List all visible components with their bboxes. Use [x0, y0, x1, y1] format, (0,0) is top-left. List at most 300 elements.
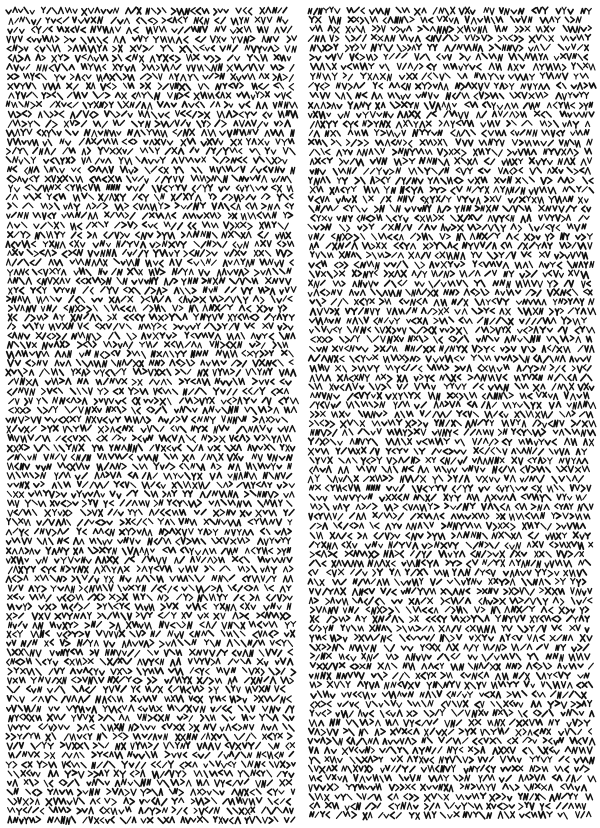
right-column-mark [309, 196, 313, 201]
left-column-mark [192, 342, 197, 347]
left-column-mark [210, 641, 214, 647]
right-column-mark [418, 208, 421, 211]
left-column-mark [254, 250, 257, 256]
left-column-mark [44, 724, 48, 729]
left-column-mark [32, 241, 36, 246]
right-column-mark [553, 206, 557, 211]
right-column-mark [310, 187, 315, 193]
left-column-mark [58, 482, 62, 488]
left-column-mark [210, 715, 215, 720]
right-column-mark [412, 207, 416, 212]
right-column-mark [385, 281, 390, 287]
left-column-mark [202, 557, 206, 562]
left-column-mark [67, 213, 73, 218]
right-column-mark [492, 103, 496, 110]
left-column-mark [137, 45, 141, 50]
left-column-mark [30, 715, 34, 721]
left-column-mark [286, 538, 290, 544]
right-column-mark [575, 141, 580, 148]
left-column-mark [83, 658, 87, 664]
left-column-mark [130, 102, 134, 107]
left-column-mark [55, 75, 60, 81]
left-column-mark [36, 352, 40, 358]
left-column-mark [65, 407, 70, 414]
left-column-mark [266, 269, 270, 275]
left-column-mark [69, 203, 73, 209]
left-column-mark [104, 752, 108, 757]
left-column-mark [70, 659, 74, 665]
left-column-mark [139, 279, 143, 284]
left-column-mark [71, 232, 75, 238]
right-column-mark [407, 73, 412, 79]
left-column-mark [245, 548, 249, 553]
left-column-mark [273, 269, 278, 274]
left-column-mark [181, 548, 184, 553]
right-column-mark [461, 83, 465, 89]
left-column-mark [285, 818, 289, 823]
right-column-mark [546, 234, 550, 240]
left-column-mark [145, 548, 149, 554]
right-column-mark [553, 102, 557, 108]
right-column-mark [427, 64, 431, 70]
left-column-mark [33, 213, 40, 218]
right-column-mark [360, 102, 365, 107]
right-column-mark [563, 123, 567, 127]
left-column-mark [136, 612, 139, 617]
right-column-mark [402, 131, 406, 136]
right-column-mark [399, 148, 404, 153]
left-column-mark [264, 623, 268, 626]
right-column-mark [581, 28, 586, 32]
left-column-mark [88, 103, 93, 108]
left-column-mark [37, 297, 43, 304]
left-column-mark [231, 158, 236, 163]
left-column-mark [176, 771, 181, 777]
left-column-mark [161, 465, 165, 469]
left-column-mark [116, 401, 121, 404]
left-column-mark [251, 770, 256, 775]
left-column-mark [198, 696, 203, 702]
right-column-mark [326, 243, 331, 248]
left-column-mark [162, 799, 167, 806]
right-column-mark [465, 26, 471, 32]
left-column-mark [133, 734, 140, 739]
right-column-mark [395, 271, 400, 277]
left-column-mark [219, 425, 224, 430]
left-column-mark [231, 287, 236, 292]
left-column-mark [88, 510, 91, 515]
left-column-mark [7, 687, 12, 693]
right-column-mark [534, 327, 538, 334]
left-column-mark [95, 472, 99, 478]
left-column-mark [211, 463, 215, 468]
left-column-mark [167, 436, 170, 442]
right-column-mark [329, 16, 335, 23]
left-column-mark [185, 398, 192, 403]
right-column-mark [403, 46, 407, 52]
left-column-mark [100, 102, 104, 107]
left-column-mark [70, 121, 74, 126]
left-column-mark [223, 706, 227, 712]
left-column-mark [273, 725, 278, 730]
right-column-mark [579, 197, 583, 203]
right-column-mark [443, 206, 447, 212]
left-column-mark [276, 250, 280, 256]
left-column-mark [208, 743, 213, 749]
left-column-mark [276, 419, 280, 423]
left-column-mark [172, 213, 176, 218]
left-column-mark [247, 288, 252, 294]
right-column-mark [585, 93, 589, 99]
left-column-mark [153, 686, 157, 692]
left-column-mark [67, 501, 71, 507]
left-column-mark [283, 8, 287, 13]
right-column-mark [418, 318, 422, 323]
right-column-mark [348, 102, 352, 108]
left-column-mark [129, 314, 133, 320]
left-column-mark [110, 131, 116, 136]
left-column-mark [36, 560, 41, 564]
left-column-mark [194, 397, 199, 404]
left-column-mark [160, 399, 165, 405]
left-column-mark [176, 185, 180, 190]
left-column-mark [9, 622, 12, 627]
right-column-mark [321, 206, 325, 212]
right-column-mark [438, 139, 442, 145]
right-column-mark [416, 84, 421, 89]
left-column-mark [47, 45, 51, 51]
right-column-mark [556, 93, 561, 99]
left-column-mark [169, 789, 172, 794]
left-column-mark [287, 268, 291, 273]
left-column-mark [194, 55, 199, 60]
left-column-mark [115, 332, 119, 338]
left-column-mark [27, 250, 32, 255]
left-column-mark [110, 752, 113, 757]
left-column-mark [170, 418, 174, 424]
right-column-mark [343, 298, 348, 303]
right-column-mark [334, 44, 338, 49]
left-column-mark [109, 686, 114, 692]
left-column-mark [47, 8, 51, 13]
left-column-mark [269, 510, 276, 515]
right-column-mark [555, 255, 559, 259]
right-column-mark [430, 243, 433, 248]
left-column-mark [113, 557, 118, 563]
right-column-mark [529, 94, 534, 99]
left-column-mark [95, 650, 99, 656]
right-column-mark [410, 149, 415, 155]
left-column-mark [259, 73, 264, 78]
left-column-mark [115, 222, 120, 227]
left-column-mark [14, 799, 17, 805]
left-column-mark [97, 418, 102, 423]
left-column-mark [13, 678, 17, 683]
left-column-mark [287, 586, 291, 591]
left-column-mark [288, 640, 293, 646]
right-column-mark [411, 346, 415, 351]
left-column-mark [205, 323, 210, 328]
left-column-mark [219, 817, 222, 823]
right-column-mark [432, 132, 437, 135]
left-column-mark [115, 194, 119, 200]
left-column-mark [30, 548, 34, 554]
right-column-mark [386, 216, 391, 222]
left-column-mark [214, 557, 217, 564]
right-column-mark [328, 253, 334, 258]
left-column-mark [106, 426, 109, 432]
left-column-mark [277, 299, 282, 303]
left-column-mark [266, 649, 271, 656]
left-column-mark [72, 168, 76, 171]
left-column-mark [140, 361, 143, 367]
left-column-mark [200, 669, 204, 675]
right-column-mark [479, 140, 486, 145]
right-column-mark [403, 328, 406, 334]
left-column-mark [90, 482, 94, 488]
left-column-mark [116, 650, 121, 656]
left-column-mark [201, 715, 204, 722]
left-column-mark [185, 640, 190, 645]
left-column-mark [205, 807, 208, 812]
left-column-mark [128, 252, 132, 256]
left-column-mark [153, 696, 157, 701]
right-column-mark [522, 93, 527, 99]
right-column-mark [473, 261, 477, 267]
left-column-mark [88, 232, 92, 238]
left-column-mark [18, 296, 21, 301]
left-column-mark [249, 799, 255, 805]
right-column-mark [484, 8, 489, 13]
left-column-mark [177, 594, 182, 599]
left-column-mark [93, 305, 97, 311]
left-column-mark [139, 624, 143, 628]
right-column-mark [433, 8, 437, 15]
left-column-mark [161, 140, 165, 145]
left-column-mark [168, 705, 174, 710]
left-column-mark [108, 176, 113, 182]
right-column-mark [466, 131, 469, 136]
right-column-mark [344, 160, 349, 164]
right-column-mark [464, 216, 468, 222]
left-column-mark [231, 604, 236, 610]
left-column-mark [223, 176, 227, 182]
left-column-mark [158, 818, 163, 823]
left-column-mark [148, 18, 152, 23]
left-column-mark [43, 213, 46, 219]
left-column-mark [47, 334, 50, 340]
left-column-mark [101, 594, 105, 600]
left-column-mark [23, 179, 28, 183]
left-column-mark [85, 130, 90, 136]
right-column-mark [309, 130, 312, 135]
left-column-mark [118, 20, 123, 24]
right-column-mark [481, 289, 484, 295]
left-column-mark [14, 686, 19, 692]
left-column-mark [71, 223, 76, 230]
right-column-mark [462, 234, 465, 240]
left-column-mark [50, 640, 53, 646]
left-column-mark [146, 297, 150, 302]
left-column-mark [239, 725, 242, 731]
left-column-mark [174, 177, 177, 183]
left-column-mark [287, 696, 292, 702]
left-column-mark [105, 770, 109, 776]
left-column-mark [166, 176, 171, 182]
left-column-mark [52, 530, 56, 537]
left-column-mark [26, 360, 30, 366]
left-column-mark [277, 807, 282, 813]
left-column-mark [147, 789, 151, 794]
left-column-mark [175, 83, 178, 88]
left-column-mark [74, 538, 79, 545]
left-column-mark [60, 640, 64, 646]
left-column-mark [134, 594, 139, 600]
left-column-mark [43, 185, 48, 191]
left-column-mark [287, 455, 292, 460]
left-column-mark [92, 706, 96, 713]
left-column-mark [161, 194, 165, 199]
right-column-mark [317, 73, 321, 79]
right-column-mark [503, 299, 508, 305]
right-column-mark [434, 95, 438, 98]
left-column-mark [165, 622, 169, 628]
left-column-mark [118, 344, 122, 348]
right-column-mark [376, 140, 383, 145]
right-column-mark [541, 224, 544, 229]
left-column-mark [32, 20, 36, 24]
left-column-mark [108, 725, 113, 731]
left-column-mark [152, 726, 156, 729]
left-column-mark [194, 262, 199, 266]
right-column-mark [410, 356, 415, 361]
left-column-mark [206, 148, 209, 154]
left-column-mark [61, 566, 65, 571]
right-column-mark [430, 197, 434, 203]
left-column-mark [49, 344, 53, 347]
left-column-mark [270, 351, 274, 356]
left-column-mark [239, 457, 243, 461]
right-column-mark [346, 27, 350, 33]
left-column-mark [12, 706, 16, 712]
right-column-mark [480, 92, 484, 98]
right-column-mark [485, 16, 490, 22]
right-column-mark [444, 84, 448, 90]
left-column-mark [187, 613, 192, 618]
left-column-mark [247, 139, 251, 145]
left-column-mark [246, 232, 251, 238]
right-column-mark [479, 168, 483, 173]
left-column-mark [119, 158, 123, 164]
left-column-mark [64, 726, 69, 729]
right-column-mark [321, 149, 324, 155]
right-column-mark [498, 36, 502, 42]
right-column-mark [366, 216, 371, 222]
right-column-mark [500, 83, 504, 89]
left-column-mark [229, 231, 234, 237]
left-column-mark [220, 566, 225, 571]
left-column-mark [7, 743, 12, 750]
left-column-mark [168, 93, 173, 98]
left-column-mark [273, 103, 277, 109]
left-column-mark [243, 389, 247, 394]
left-column-mark [37, 18, 41, 25]
left-column-mark [209, 530, 212, 535]
left-column-mark [26, 270, 29, 275]
left-column-mark [272, 179, 275, 183]
left-column-mark [49, 259, 53, 265]
right-column-mark [461, 169, 466, 175]
right-column-mark [398, 196, 403, 201]
left-column-mark [147, 27, 153, 33]
left-column-mark [19, 725, 24, 730]
left-column-mark [202, 157, 206, 162]
right-column-mark [584, 63, 588, 67]
left-column-mark [32, 500, 37, 505]
right-column-mark [496, 121, 500, 126]
right-column-mark [451, 188, 455, 194]
left-column-mark [31, 772, 35, 776]
right-column-mark [576, 337, 581, 343]
right-column-mark [539, 54, 543, 60]
right-column-mark [519, 168, 522, 173]
left-column-mark [245, 678, 250, 683]
right-column-mark [503, 206, 508, 211]
left-column-mark [20, 697, 25, 703]
right-column-mark [437, 16, 442, 21]
left-column-mark [216, 149, 221, 155]
right-column-mark [396, 8, 401, 13]
left-column-mark [267, 529, 270, 534]
left-column-mark [165, 751, 169, 757]
left-column-mark [61, 455, 66, 461]
left-column-mark [221, 92, 225, 97]
left-column-mark [181, 538, 185, 544]
left-column-mark [267, 808, 271, 814]
left-column-mark [248, 8, 251, 15]
right-column-mark [516, 281, 522, 287]
left-column-mark [194, 242, 199, 247]
left-column-mark [158, 538, 162, 544]
left-column-mark [143, 305, 148, 310]
left-column-mark [237, 204, 240, 210]
left-column-mark [237, 77, 241, 81]
left-column-mark [283, 305, 286, 311]
right-column-mark [551, 225, 555, 231]
left-column-mark [200, 45, 204, 50]
left-column-mark [203, 76, 208, 79]
left-column-mark [13, 55, 17, 62]
left-column-mark [279, 399, 283, 405]
left-column-mark [86, 407, 91, 414]
right-column-mark [432, 271, 438, 277]
left-column-mark [274, 762, 279, 768]
right-column-mark [392, 253, 397, 258]
right-column-mark [317, 348, 321, 352]
left-column-mark [150, 640, 154, 646]
left-column-mark [122, 464, 126, 470]
left-column-mark [55, 707, 60, 710]
left-column-mark [223, 799, 227, 804]
right-column-mark [428, 45, 432, 50]
right-column-mark [345, 346, 349, 351]
left-column-mark [156, 799, 160, 805]
right-column-mark [352, 168, 356, 173]
left-column-mark [67, 83, 72, 88]
left-column-mark [114, 36, 118, 42]
left-column-mark [136, 585, 140, 590]
right-column-mark [413, 130, 418, 136]
